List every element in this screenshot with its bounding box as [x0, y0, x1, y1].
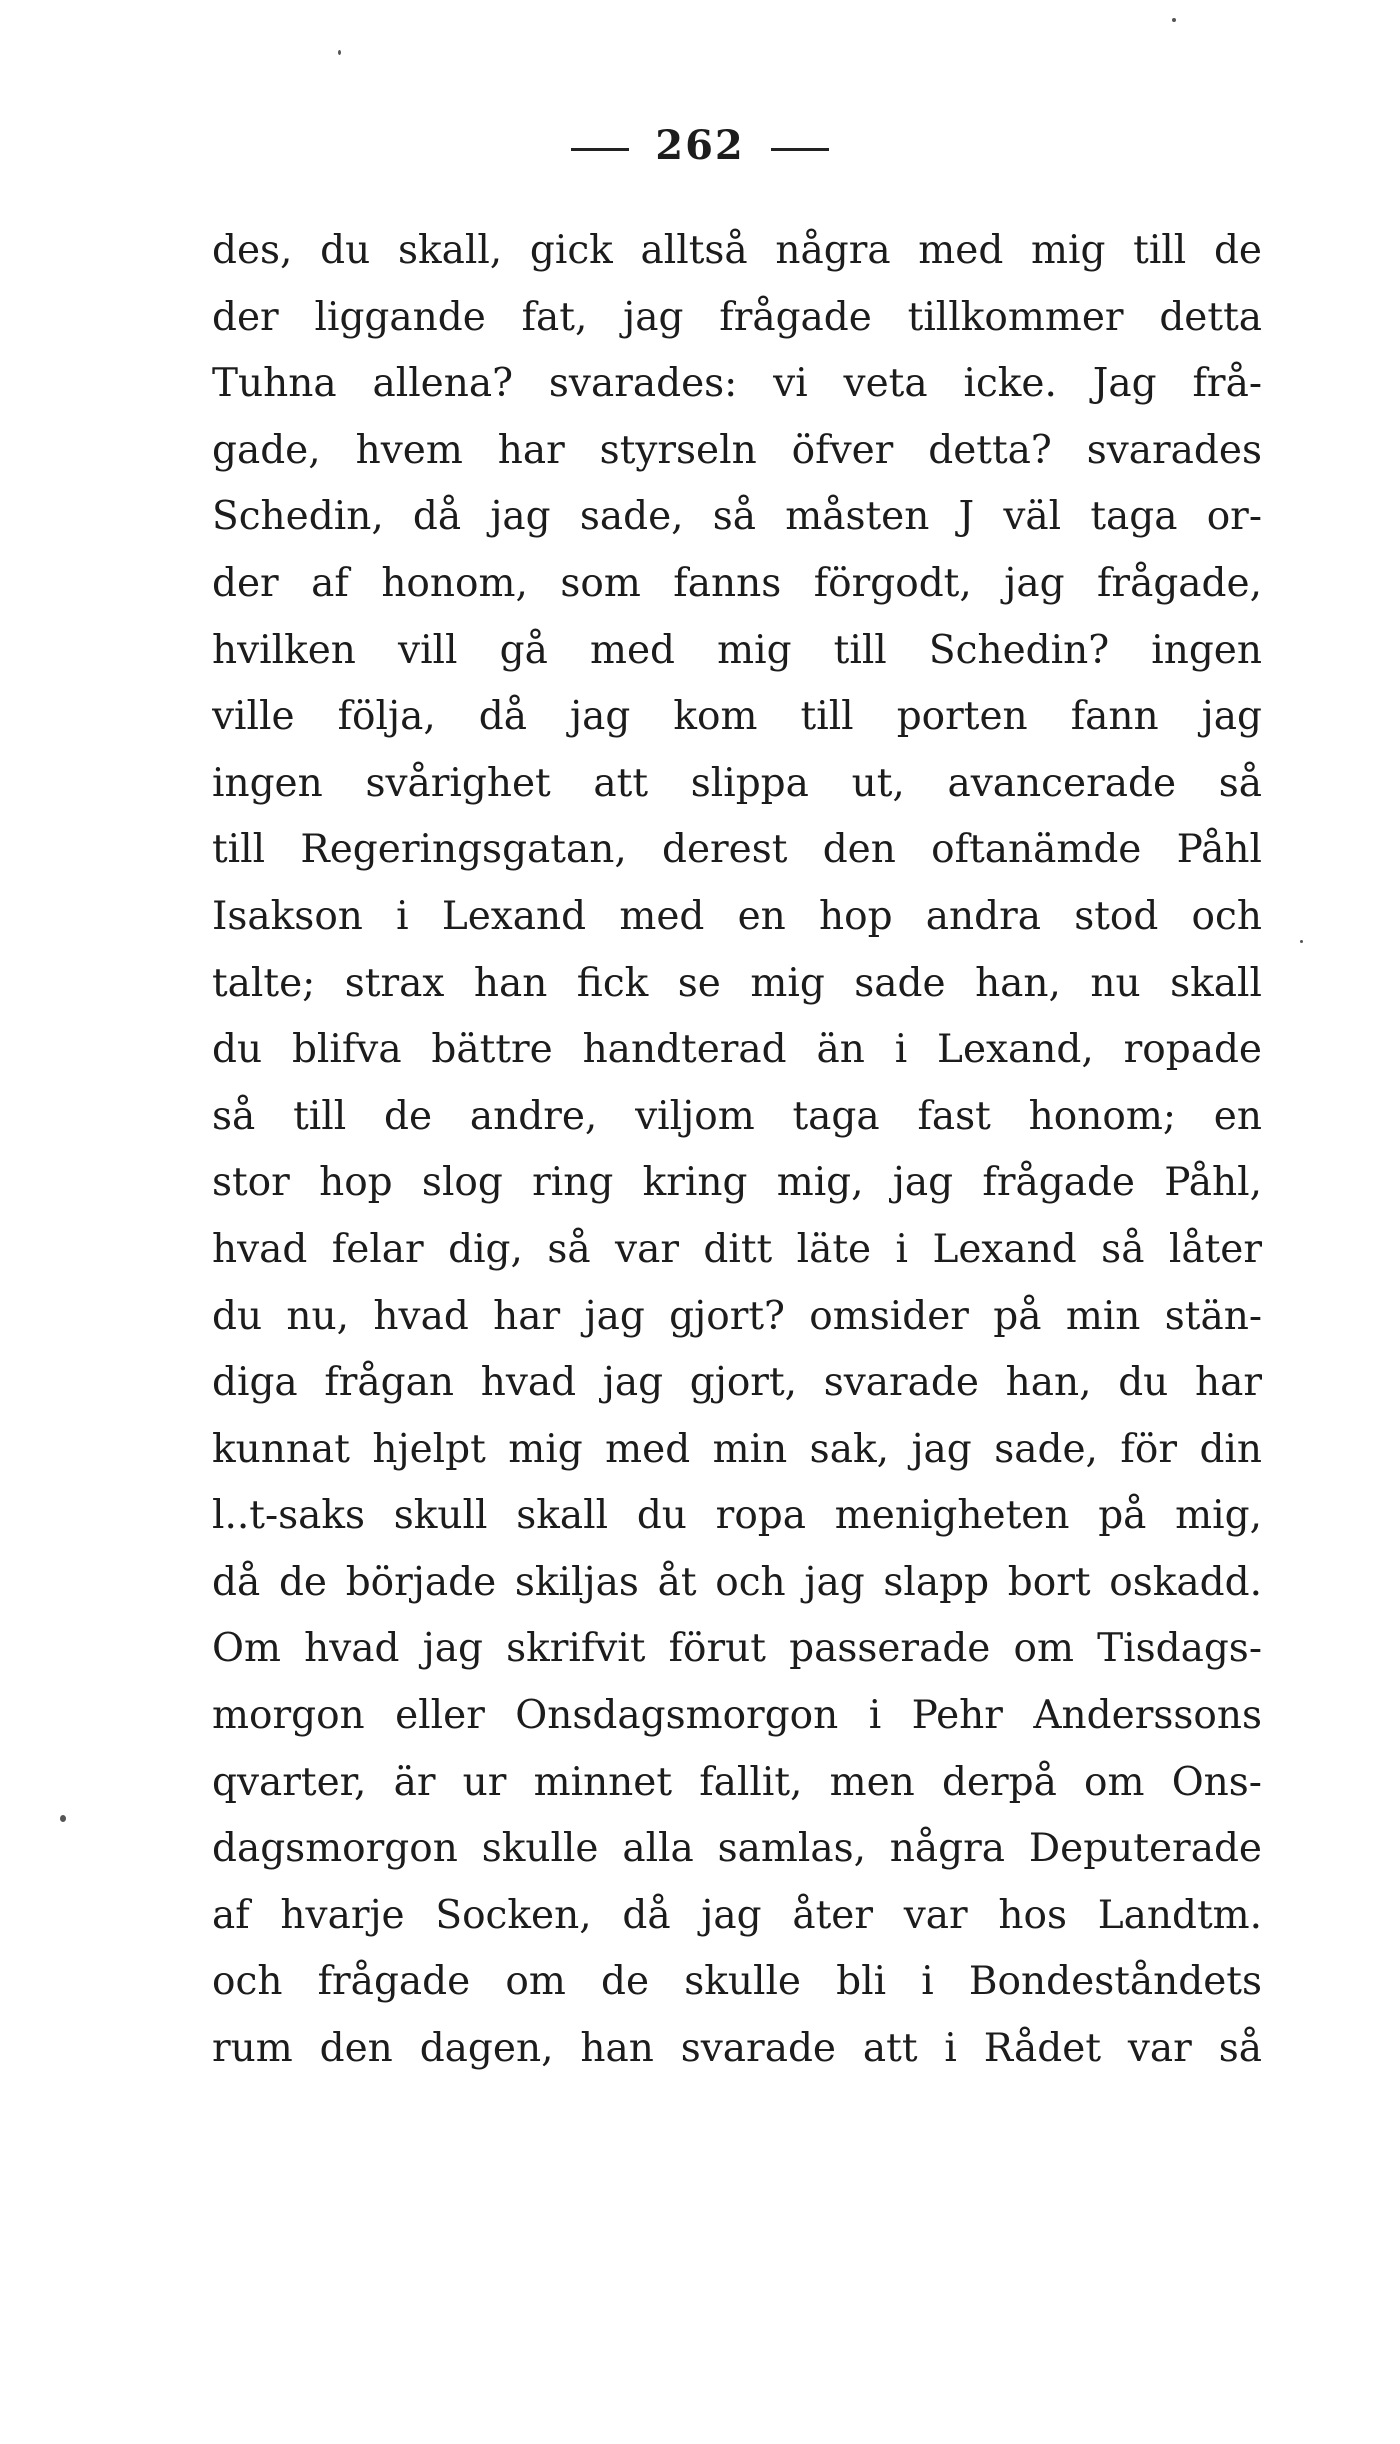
text-line: l..t-saks skull skall du ropa menigheten på mig, [212, 1493, 1262, 1539]
text-line: Om hvad jag skrifvit förut passerade om Tisdags- [212, 1626, 1262, 1672]
text-line: du blifva bättre handterad än i Lexand, ropade [212, 1027, 1262, 1073]
text-line: då de började skiljas åt och jag slapp bort oskadd. [212, 1559, 1262, 1605]
text-line: ingen svårighet att slippa ut, avancerade så [212, 760, 1262, 806]
text-line: så till de andre, viljom taga fast honom; en [212, 1093, 1262, 1139]
text-line: talte; strax han fick se mig sade han, nu skall [212, 960, 1262, 1006]
page-header [0, 122, 1400, 169]
text-line: stor hop slog ring kring mig, jag frågade Påhl, [212, 1160, 1262, 1206]
text-line: du nu, hvad har jag gjort? omsider på min stän- [212, 1293, 1262, 1339]
text-line: och frågade om de skulle bli i Bondeståndets [212, 1959, 1262, 2005]
scan-speck [338, 50, 341, 55]
scan-speck [1172, 18, 1176, 22]
page-number: 262 [655, 122, 745, 169]
text-line: morgon eller Onsdagsmorgon i Pehr Anderssons [212, 1693, 1262, 1739]
text-line: diga frågan hvad jag gjort, svarade han, du har [212, 1360, 1262, 1406]
text-line: rum den dagen, han svarade att i Rådet var så [212, 2026, 1262, 2072]
text-line: hvad felar dig, så var ditt läte i Lexand så låter [212, 1226, 1262, 1272]
header-dash-right [771, 148, 829, 151]
text-line: qvarter, är ur minnet fallit, men derpå om Ons- [212, 1759, 1262, 1805]
text-line: Tuhna allena? svarades: vi veta icke. Jag frå- [212, 361, 1262, 407]
text-line: der af honom, som fanns förgodt, jag frågade, [212, 560, 1262, 606]
text-line: hvilken vill gå med mig till Schedin? ingen [212, 627, 1262, 673]
text-line: ville följa, då jag kom till porten fann jag [212, 694, 1262, 740]
text-line: kunnat hjelpt mig med min sak, jag sade, för din [212, 1426, 1262, 1472]
text-line: der liggande fat, jag frågade tillkommer detta [212, 294, 1262, 340]
text-line: af hvarje Socken, då jag åter var hos Landtm. [212, 1892, 1262, 1938]
text-line: gade, hvem har styrseln öfver detta? svarades [212, 427, 1262, 473]
text-line: Schedin, då jag sade, så måsten J väl taga or- [212, 494, 1262, 540]
body-text [212, 218, 1262, 2083]
text-line: des, du skall, gick alltså några med mig till de [212, 228, 1262, 273]
text-line: dagsmorgon skulle alla samlas, några Deputerade [212, 1826, 1262, 1872]
scan-speck [1300, 940, 1303, 943]
text-line: till Regeringsgatan, derest den oftanämde Påhl [212, 827, 1262, 873]
text-line: Isakson i Lexand med en hop andra stod och [212, 893, 1262, 939]
header-dash-left [571, 148, 629, 151]
scan-speck [60, 1815, 66, 1822]
